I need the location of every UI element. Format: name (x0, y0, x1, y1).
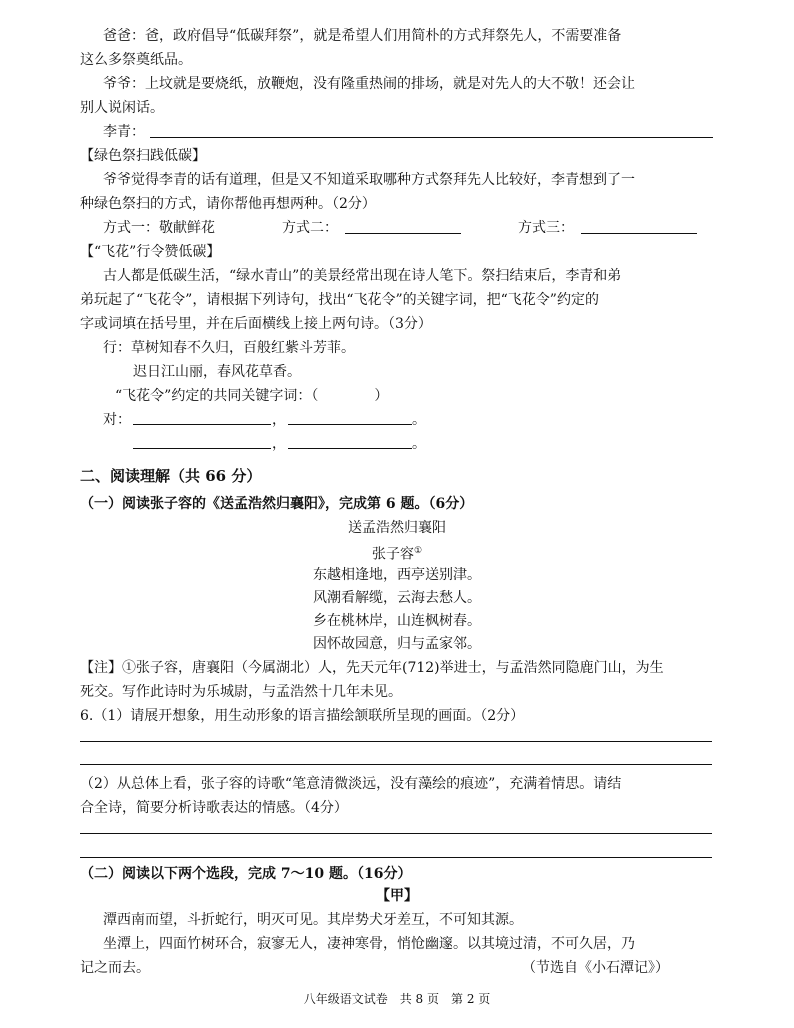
page-footer: 八年级语文试卷 共 8 页 第 2 页 (303, 992, 491, 1006)
classical-para-3: 记之而去。 (80, 960, 150, 976)
classical-para-2: 坐潭上，四面竹树环合，寂寥无人，凄神寒骨，悄怆幽邃。以其境过清，不可久居，乃 (103, 936, 635, 952)
dui-blank-1b[interactable] (288, 424, 412, 425)
feihua-heading: 【“飞花”行令赞低碳】 (80, 244, 221, 260)
answer-line[interactable] (80, 764, 712, 765)
dui-blank-1a[interactable] (133, 424, 271, 425)
way-three-label: 方式三： (518, 220, 574, 236)
grandpa-line-1: 爷爷：上坟就是要烧纸，放鞭炮，没有隆重热闹的排场，就是对先人的大不敬！还会让 (103, 76, 635, 92)
poem-line: 乡在桃林岸，山连枫树春。 (313, 613, 481, 629)
question-6-2b: 合全诗，简要分析诗歌表达的情感。（4分） (80, 800, 348, 816)
dui-label: 对： (103, 412, 131, 428)
xing-line-1: 行：草树知春不久归，百般红紫斗芳菲。 (103, 340, 355, 356)
way-two-label: 方式二： (282, 220, 338, 236)
period-mark: 。 (412, 436, 426, 452)
part-two-heading: 二、阅读理解（共 66 分） (80, 467, 262, 485)
liqing-label: 李青： (103, 124, 145, 140)
poem-title: 送孟浩然归襄阳 (348, 520, 446, 536)
way-two-blank[interactable] (345, 233, 461, 234)
way-one: 方式一：敬献鲜花 (103, 220, 215, 236)
feihua-para-1: 古人都是低碳生活，“绿水青山”的美景经常出现在诗人笔下。祭扫结束后，李青和弟 (103, 268, 622, 284)
liqing-answer-line[interactable] (150, 137, 713, 138)
green-para-1: 爷爷觉得李青的话有道理，但是又不知道采取哪种方式祭拜先人比较好，李青想到了一 (103, 172, 635, 188)
note-line-2: 死交。写作此诗时为乐城尉，与孟浩然十几年未见。 (80, 684, 402, 700)
dui-blank-2a[interactable] (133, 448, 271, 449)
feihua-para-2: 弟玩起了“飞花令”，请根据下列诗句，找出“飞花令”的关键字词，把“飞花令”约定的 (80, 292, 599, 308)
green-heading: 【绿色祭扫践低碳】 (80, 148, 206, 164)
poem-line: 东越相逢地，西亭送别津。 (313, 567, 481, 583)
poem-author: 张子容① (371, 546, 423, 563)
note-line-1: 【注】①张子容，唐襄阳（今属湖北）人，先天元年(712)举进士，与孟浩然同隐鹿门山，为生 (80, 660, 664, 676)
way-three-blank[interactable] (581, 233, 697, 234)
question-6-2a: （2）从总体上看，张子容的诗歌“笔意清微淡远，没有藻绘的痕迹”，充满着情思。请结 (80, 776, 622, 792)
classical-para-1: 潭西南而望，斗折蛇行，明灭可见。其岸势犬牙差互，不可知其源。 (103, 912, 523, 928)
section-one-heading: （一）阅读张子容的《送孟浩然归襄阳》，完成第 6 题。（6分） (80, 496, 474, 512)
poem-line: 因怀故园意，归与孟家邻。 (313, 636, 481, 652)
dui-blank-2b[interactable] (288, 448, 412, 449)
section-two-heading: （二）阅读以下两个选段，完成 7～10 题。（16分） (80, 866, 412, 882)
period-mark: 。 (412, 412, 426, 428)
comma-mark: ， (272, 412, 286, 428)
grandpa-line-2: 别人说闲话。 (80, 100, 164, 116)
answer-line[interactable] (80, 833, 712, 834)
keyword-prompt: “飞花令”约定的共同关键字词：（ ） (115, 388, 389, 404)
answer-line[interactable] (80, 741, 712, 742)
xing-line-2: 迟日江山丽，春风花草香。 (133, 364, 301, 380)
poem-line: 风潮看解缆，云海去愁人。 (313, 590, 481, 606)
green-para-2: 种绿色祭扫的方式，请你帮他再想两种。（2分） (80, 196, 376, 212)
jia-label: 【甲】 (376, 888, 418, 904)
question-6-1: 6.（1）请展开想象，用生动形象的语言描绘颔联所呈现的画面。（2分） (80, 708, 525, 724)
comma-mark: ， (272, 436, 286, 452)
dad-line-1: 爸爸：爸，政府倡导“低碳拜祭”，就是希望人们用简朴的方式拜祭先人，不需要准备 (103, 28, 622, 44)
note-mark: ① (413, 546, 423, 556)
source-citation: （节选自《小石潭记》） (522, 960, 669, 976)
feihua-para-3: 字或词填在括号里，并在后面横线上接上两句诗。（3分） (80, 316, 432, 332)
answer-line[interactable] (80, 857, 712, 858)
dad-line-2: 这么多祭奠纸品。 (80, 52, 192, 68)
